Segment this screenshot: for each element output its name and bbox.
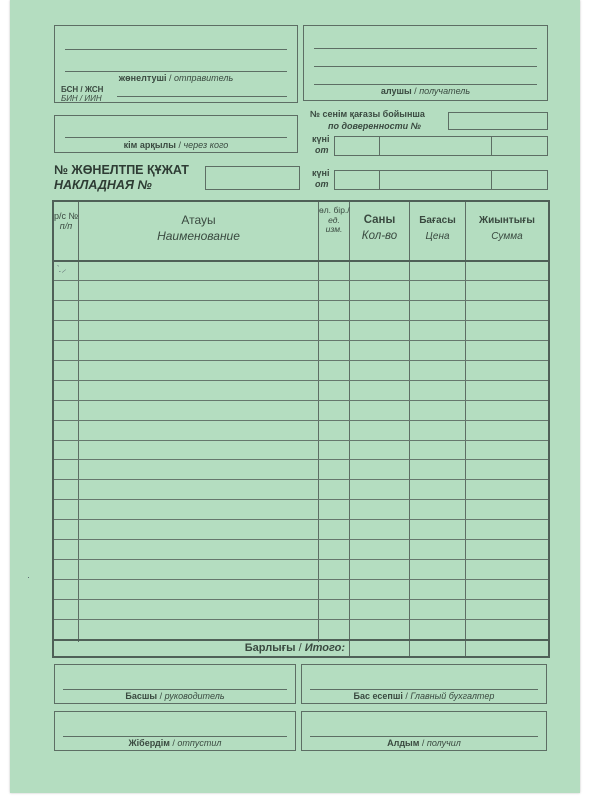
accountant-signature-box[interactable] [301, 664, 547, 704]
date1-label-ru: от [315, 145, 329, 155]
released-signature-box[interactable] [54, 711, 296, 751]
table-row [54, 579, 548, 580]
items-table [52, 200, 550, 658]
total-label: Барлығы / Итого: [244, 642, 345, 654]
header-sum: Жиынтығы Сумма [479, 215, 535, 242]
table-row [54, 360, 548, 361]
table-row [54, 380, 548, 381]
receiver-line-3 [314, 84, 537, 85]
date1-divider-2 [491, 137, 492, 155]
proxy-label-kk: № сенім қағазы бойынша [310, 109, 425, 119]
sender-line-1 [65, 49, 287, 50]
via-label: кім арқылы / через кого [123, 140, 229, 150]
receiver-label: алушы / получатель [380, 86, 471, 96]
released-signature-label: Жібердім / отпустил [128, 738, 222, 748]
sender-box[interactable] [54, 25, 298, 103]
table-row [54, 539, 548, 540]
proxy-number-field[interactable] [448, 112, 548, 130]
receiver-line-2 [314, 66, 537, 67]
invoice-number-field[interactable] [205, 166, 300, 190]
table-row [54, 599, 548, 600]
sender-line-2 [65, 71, 287, 72]
head-signature-label: Басшы / руководитель [125, 691, 225, 701]
date1-field[interactable] [334, 136, 548, 156]
via-line [65, 137, 287, 138]
received-signature-line [310, 736, 538, 737]
date2-field[interactable] [334, 170, 548, 190]
col-divider-num [78, 202, 79, 642]
table-row [54, 559, 548, 560]
col-divider-price [465, 202, 466, 656]
table-row [54, 400, 548, 401]
table-row [54, 320, 548, 321]
date2-divider-1 [379, 171, 380, 189]
pen-mark: ˋ.⸝ [56, 264, 66, 274]
pen-dot: · [27, 572, 30, 582]
header-num: р/с № п/п [54, 211, 79, 231]
table-row [54, 499, 548, 500]
table-row [54, 340, 548, 341]
sender-label: жөнелтуші / отправитель [118, 73, 234, 83]
table-row [54, 440, 548, 441]
header-price: Бағасы Цена [419, 215, 456, 242]
bin-label-kk: БСН / ЖСН [61, 85, 104, 94]
date2-label-kk: күні [312, 168, 330, 178]
head-signature-line [63, 689, 287, 690]
table-row [54, 519, 548, 520]
bin-line [117, 96, 287, 97]
col-divider-unit [349, 202, 350, 656]
table-row [54, 459, 548, 460]
date1-divider-1 [379, 137, 380, 155]
receiver-line-1 [314, 48, 537, 49]
header-bottom-line [54, 260, 548, 262]
via-box[interactable] [54, 115, 298, 153]
bin-label-ru: БИН / ИИН [61, 94, 102, 103]
invoice-form-sheet [10, 0, 580, 793]
table-row [54, 479, 548, 480]
invoice-title-kk: № ЖӨНЕЛТПЕ ҚҰЖАТ [54, 163, 189, 177]
accountant-signature-label: Бас есепші / Главный бухгалтер [353, 691, 495, 701]
header-name: Атауы Наименование [157, 213, 240, 243]
date2-label-ru: от [315, 179, 329, 189]
table-row [54, 619, 548, 620]
header-unit: өл. бір./ ед. изм. [319, 205, 350, 234]
date2-divider-2 [491, 171, 492, 189]
accountant-signature-line [310, 689, 538, 690]
received-signature-label: Алдым / получил [387, 738, 461, 748]
total-row-top [54, 639, 548, 641]
receiver-box[interactable] [303, 25, 548, 101]
proxy-label-ru: по доверенности № [328, 121, 421, 131]
date1-label-kk: күні [312, 134, 330, 144]
table-row [54, 300, 548, 301]
head-signature-box[interactable] [54, 664, 296, 704]
released-signature-line [63, 736, 287, 737]
received-signature-box[interactable] [301, 711, 547, 751]
col-divider-qty [409, 202, 410, 656]
table-row [54, 420, 548, 421]
invoice-title-ru: НАКЛАДНАЯ № [54, 178, 152, 192]
table-row [54, 280, 548, 281]
header-qty: Саны Кол-во [361, 214, 398, 242]
col-divider-name [318, 202, 319, 642]
